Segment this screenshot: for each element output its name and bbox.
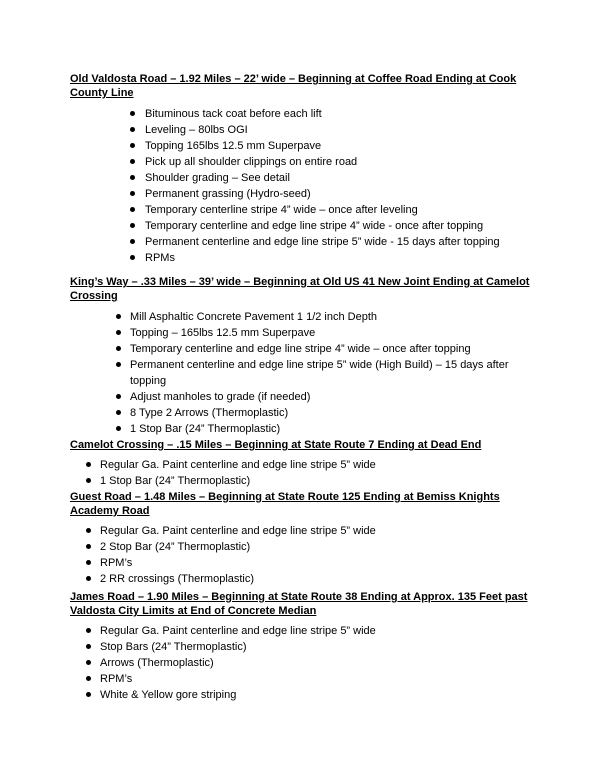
item-text: Adjust manholes to grade (if needed) bbox=[130, 391, 311, 403]
item-text: Shoulder grading – See detail bbox=[145, 172, 290, 184]
bullet-icon bbox=[86, 692, 91, 697]
section-old-valdosta-road bbox=[70, 72, 540, 266]
list-item bbox=[70, 357, 540, 389]
list-item bbox=[70, 671, 540, 687]
bullet-icon bbox=[116, 314, 121, 319]
bullet-icon bbox=[86, 644, 91, 649]
item-text: 1 Stop Bar (24” Thermoplastic) bbox=[130, 423, 281, 435]
list-item bbox=[70, 571, 540, 587]
list-item bbox=[70, 389, 540, 405]
list-item bbox=[70, 457, 540, 473]
bullet-icon bbox=[116, 394, 121, 399]
list-item bbox=[70, 122, 540, 138]
bullet-icon bbox=[130, 191, 135, 196]
section-heading: James Road – 1.90 Miles – Beginning at State Route 38 Ending at Approx. 135 Feet past Valdosta City Limits at End of Concrete Median bbox=[70, 591, 528, 617]
item-text: 2 Stop Bar (24” Thermoplastic) bbox=[100, 541, 251, 553]
list-item bbox=[70, 202, 540, 218]
section-heading: King’s Way – .33 Miles – 39’ wide – Beginning at Old US 41 New Joint Ending at Camelot Crossing bbox=[70, 276, 530, 302]
bullet-icon bbox=[130, 239, 135, 244]
bullet-icon bbox=[86, 462, 91, 467]
item-text: White & Yellow gore striping bbox=[100, 689, 237, 701]
item-text: Temporary centerline and edge line stripe 4” wide – once after topping bbox=[130, 343, 471, 355]
list-item bbox=[70, 186, 540, 202]
section-camelot-crossing bbox=[70, 438, 540, 489]
item-text: 8 Type 2 Arrows (Thermoplastic) bbox=[130, 407, 289, 419]
item-text: Regular Ga. Paint centerline and edge line stripe 5” wide bbox=[100, 625, 376, 637]
item-text: Topping – 165lbs 12.5 mm Superpave bbox=[130, 327, 316, 339]
list-item bbox=[70, 639, 540, 655]
item-text: RPMs bbox=[145, 252, 175, 264]
bullet-icon bbox=[130, 127, 135, 132]
item-text: Temporary centerline stripe 4” wide – once after leveling bbox=[145, 204, 418, 216]
list-item bbox=[70, 687, 540, 703]
bullet-icon bbox=[86, 560, 91, 565]
list-item bbox=[70, 325, 540, 341]
list-item bbox=[70, 234, 540, 250]
bullet-icon bbox=[130, 207, 135, 212]
item-list bbox=[70, 623, 540, 703]
item-text: Temporary centerline and edge line stripe 4” wide - once after topping bbox=[145, 220, 484, 232]
list-item bbox=[70, 421, 540, 437]
section-kings-way bbox=[70, 275, 540, 437]
item-text: Permanent centerline and edge line stripe 5” wide - 15 days after topping bbox=[145, 236, 500, 248]
bullet-icon bbox=[86, 660, 91, 665]
bullet-icon bbox=[116, 362, 121, 367]
section-heading: Camelot Crossing – .15 Miles – Beginning at State Route 7 Ending at Dead End bbox=[70, 439, 482, 451]
list-item bbox=[70, 106, 540, 122]
item-text: RPM’s bbox=[100, 557, 133, 569]
item-text: 1 Stop Bar (24” Thermoplastic) bbox=[100, 475, 251, 487]
list-item bbox=[70, 473, 540, 489]
bullet-icon bbox=[130, 223, 135, 228]
list-item bbox=[70, 655, 540, 671]
item-text: Bituminous tack coat before each lift bbox=[145, 108, 322, 120]
item-text: RPM’s bbox=[100, 673, 133, 685]
bullet-icon bbox=[116, 426, 121, 431]
item-text: Leveling – 80lbs OGI bbox=[145, 124, 248, 136]
list-item bbox=[70, 309, 540, 325]
list-item bbox=[70, 154, 540, 170]
bullet-icon bbox=[116, 410, 121, 415]
item-text: Mill Asphaltic Concrete Pavement 1 1/2 inch Depth bbox=[130, 311, 378, 323]
item-text: Stop Bars (24” Thermoplastic) bbox=[100, 641, 247, 653]
bullet-icon bbox=[116, 346, 121, 351]
item-text: Regular Ga. Paint centerline and edge line stripe 5” wide bbox=[100, 525, 376, 537]
bullet-icon bbox=[130, 255, 135, 260]
bullet-icon bbox=[86, 544, 91, 549]
list-item bbox=[70, 405, 540, 421]
bullet-icon bbox=[130, 143, 135, 148]
bullet-icon bbox=[130, 175, 135, 180]
bullet-icon bbox=[116, 330, 121, 335]
bullet-icon bbox=[86, 676, 91, 681]
list-item bbox=[70, 623, 540, 639]
bullet-icon bbox=[86, 528, 91, 533]
list-item bbox=[70, 523, 540, 539]
item-list bbox=[70, 309, 540, 437]
item-list bbox=[70, 457, 540, 489]
section-guest-road bbox=[70, 490, 540, 587]
bullet-icon bbox=[86, 576, 91, 581]
section-heading: Guest Road – 1.48 Miles – Beginning at State Route 125 Ending at Bemiss Knights Academy Road bbox=[70, 491, 500, 517]
item-text: Arrows (Thermoplastic) bbox=[100, 657, 214, 669]
item-text: 2 RR crossings (Thermoplastic) bbox=[100, 573, 255, 585]
list-item bbox=[70, 250, 540, 266]
list-item bbox=[70, 170, 540, 186]
bullet-icon bbox=[86, 628, 91, 633]
item-text: Permanent grassing (Hydro-seed) bbox=[145, 188, 311, 200]
item-text: Regular Ga. Paint centerline and edge line stripe 5” wide bbox=[100, 459, 376, 471]
list-item bbox=[70, 555, 540, 571]
section-james-road bbox=[70, 590, 540, 703]
item-text: Permanent centerline and edge line stripe 5” wide (High Build) – 15 days after topping bbox=[130, 359, 509, 387]
bullet-icon bbox=[86, 478, 91, 483]
item-text: Topping 165lbs 12.5 mm Superpave bbox=[145, 140, 322, 152]
list-item bbox=[70, 138, 540, 154]
list-item bbox=[70, 539, 540, 555]
item-list bbox=[70, 106, 540, 266]
bullet-icon bbox=[130, 111, 135, 116]
list-item bbox=[70, 218, 540, 234]
section-heading: Old Valdosta Road – 1.92 Miles – 22’ wide – Beginning at Coffee Road Ending at Cook County Line bbox=[70, 73, 517, 99]
bullet-icon bbox=[130, 159, 135, 164]
list-item bbox=[70, 341, 540, 357]
item-list bbox=[70, 523, 540, 587]
item-text: Pick up all shoulder clippings on entire road bbox=[145, 156, 358, 168]
